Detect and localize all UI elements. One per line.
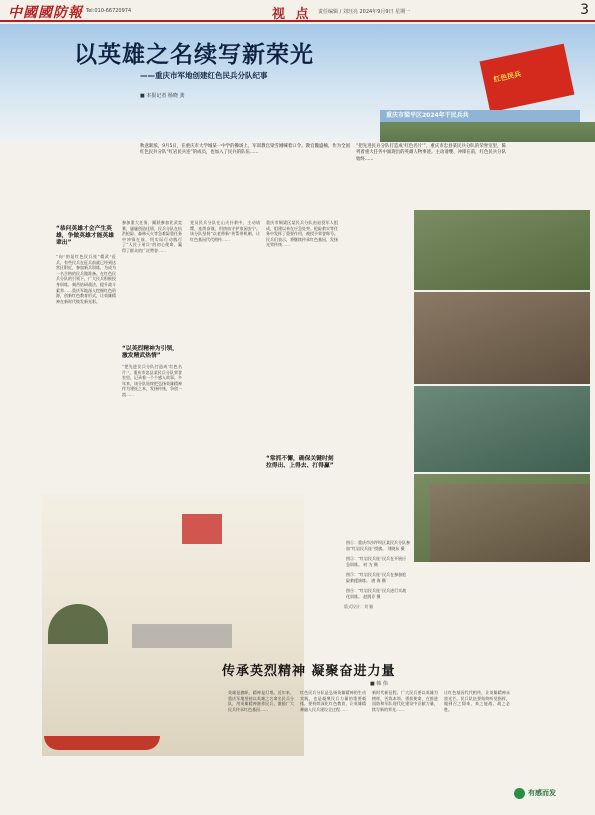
caption-4: 图④：“红岩民兵连”民兵进行实战化训练。 赵润乔 摄 [346, 588, 407, 599]
column-3: “把先进民兵分队打造成‘红色名片’”，重庆市忠县某民兵分队荣誉室里，记录着一个个感人故事。多年来，该分队始终把弘扬英雄精神作为建连之本，发扬传统，争创一流…… [122, 364, 182, 397]
headline: 以英雄之名续写新荣光 [74, 42, 314, 68]
section-title: 视 点 [272, 7, 312, 22]
lead-paragraph-left: 秋意渐浓，9月5日，在重庆市大学城某一中学的操场上，军训教官梁雪刚喊着口令。教官魏盛楠，作为全国红色民兵分队“红岩民兵连”的成员，也加入了民兵的队伍…… [140, 144, 350, 156]
militia-parade-photo [380, 122, 595, 142]
layout-editor: 版式设计：刘 颖 [344, 604, 374, 609]
photo-3-militia [414, 386, 590, 472]
column-5: 重庆市铜梁区某民兵分队由退役军人组成，组建以来在应急处突、抢险救灾等任务中发挥了重要作用，被授予荣誉称号。民兵们表示，将继续传承红色基因，发扬光荣传统…… [266, 220, 338, 248]
telephone: Tel:010-66720974 [86, 8, 132, 14]
column-2: 参加重大任务，踊跃参加比武竞赛，屡屡创造佳绩，民兵分队在抗洪抢险、森林灭火等急难险重任务中冲锋在前，用实际行动践行了“人民子弟兵”的初心使命，赢得了群众的广泛赞誉…… [122, 220, 182, 253]
caption-2: 图②：“红岩民兵连”民兵在开展应急训练。 何 为 摄 [346, 556, 407, 567]
subhead-1: “恭问英雄才会产生英雄，争做英雄才能英雄辈出” [56, 226, 114, 247]
red-flag-image [480, 44, 575, 113]
column-4: 党员民兵分队在山火扑救中，主动请缨，连续奋战，用热血守护家园安宁。该分队坚持“以老带新”传帮带机制，让红色基因代代相传…… [190, 220, 260, 242]
masthead [0, 0, 595, 22]
bottom-column-2: 红色民兵分队是弘扬英雄精神的生动实践，也是凝聚民兵力量的重要载体。要持续深化红色教育，让英雄精神融入民兵建设全过程…… [300, 690, 366, 712]
bottom-column-1: 英雄是旗帜，精神是灯塔。近年来，重庆军地坚持以英雄之名命名民兵分队，用英雄精神滋养民兵，激励广大民兵传承红色基因…… [228, 690, 294, 712]
banner-text: 重庆市梁平区2024年干民兵共 [386, 112, 469, 119]
subhead-3: “常抓不懈，确保关键时刻拉得出、上得去、打得赢” [266, 456, 334, 470]
marching-silhouettes [132, 624, 232, 648]
rescue-boat [44, 736, 160, 750]
subhead-2: “以英烈精神为引领，激发精武热情” [122, 346, 178, 360]
caption-3: 图③：“红岩民兵连”民兵在参加抢险救援演练。 唐 海 摄 [346, 572, 407, 583]
soldier-figure [48, 604, 108, 644]
newspaper-logo: 中國國防報 [8, 5, 83, 21]
bottom-column-4: 让红色基因代代相传，让英雄精神永放光芒。民兵队伍要始终听党指挥，做到召之即来、来之能战、战之必胜。 [444, 690, 510, 712]
caption-1: 图①：重庆市沙坪坝区某民兵分队参加“红岩民兵连”授旗。 刘晓东 摄 [346, 540, 410, 551]
byline: ■ 本报记者 杨晓 龚 [140, 93, 185, 99]
column-tag: 有感而发 [528, 789, 556, 797]
leaf-icon [514, 788, 525, 799]
flag-text: 红色民兵 [492, 69, 522, 84]
poster-flag [182, 514, 222, 544]
bottom-column-3: 新时代新征程，广大民兵要以英雄为榜样，苦练本领、勇担使命，在推进国防和军队现代化建设中贡献力量，续写新的荣光…… [372, 690, 438, 712]
photo-5-instructor [430, 484, 590, 562]
photo-2-training [414, 292, 590, 384]
feature-author: ■ 韩 伟 [370, 681, 388, 687]
page-number: 3 [580, 2, 589, 18]
subheadline: ——重庆市军地创建红色民兵分队纪事 [140, 71, 268, 80]
column-1: “向”的是红色民兵连“精武”征兵，有些民兵在征兵前就已经到达营区附近，参加新兵训练，为成为一名合格的民兵做准备。在红色民兵分队的引领下，广大民兵积极投身训练，刻苦钻研战法，提升战斗素养……重庆军地深入挖掘红色资源，创新红色教育形式，让英雄精神在新时代焕发新光彩。 [56, 254, 116, 304]
photo-1-soldiers [414, 210, 590, 290]
lead-paragraph-right: “把先进民兵分队打造成‘红色名片’”，重庆市忠县某民兵分队的荣誉室里，陈列着重大任务中涌现出的英雄人物事迹。主动请缨、冲锋在前，红色民兵分队始终…… [356, 144, 506, 162]
feature-title: 传承英烈精神 凝聚奋进力量 [222, 664, 396, 679]
edition-meta: 责任编辑 / 刘珏亮 2024年9月9日 星期一 [318, 9, 411, 15]
